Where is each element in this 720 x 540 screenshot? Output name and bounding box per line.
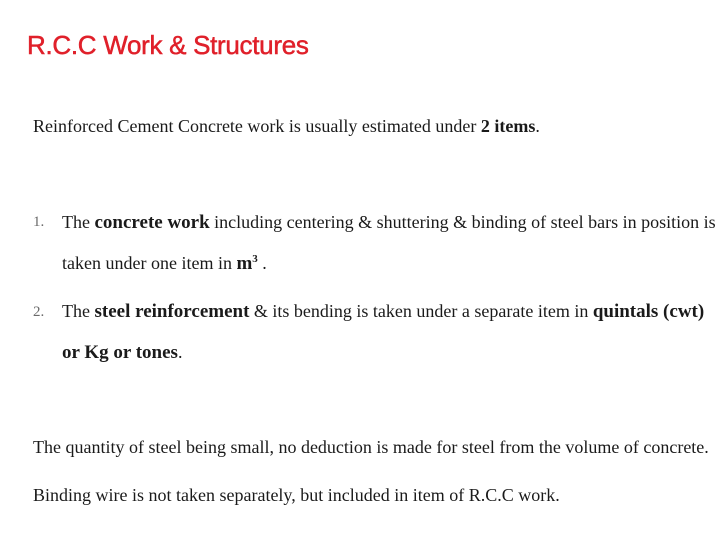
list-number-2: 2.: [33, 304, 45, 320]
list-number-1: 1.: [33, 214, 45, 230]
intro-end: .: [535, 116, 540, 136]
item-2-text-b: & its bending is taken under a separate item in: [249, 301, 593, 321]
list-item-1-line-2: [62, 253, 267, 275]
item-1-bold: concrete work: [94, 212, 210, 233]
item-2-text-a: The: [62, 301, 95, 321]
item-2-bold: steel reinforcement: [94, 301, 250, 322]
intro-text: Reinforced Cement Concrete work is usually estimated under: [33, 116, 481, 136]
intro-bold: 2 items: [480, 116, 536, 136]
list-item-2-line-1: [62, 301, 704, 323]
note-steel-deduction: The quantity of steel being small, no deduction is made for steel from the volume of concrete.: [33, 437, 709, 457]
item-1-unit-sup: 3: [252, 253, 258, 265]
note-binding-wire: Binding wire is not taken separately, but included in item of R.C.C work.: [33, 485, 560, 505]
item-1-end: .: [257, 253, 267, 273]
item-2-end: .: [177, 342, 183, 362]
item-1-unit: m: [236, 253, 253, 274]
item-1-text-a: The: [62, 212, 95, 232]
intro-paragraph: [33, 116, 540, 137]
item-1-text-c: taken under one item in: [62, 253, 237, 273]
list-item-1-line-1: [62, 212, 716, 234]
item-2-bold-3: or Kg or tones: [62, 342, 178, 363]
item-1-text-b: including centering & shuttering & binding of steel bars in position is: [209, 212, 716, 232]
slide-title: R.C.C Work & Structures: [27, 30, 309, 60]
item-2-bold-2: quintals (cwt): [592, 301, 705, 322]
list-item-2-line-2: [62, 342, 182, 364]
